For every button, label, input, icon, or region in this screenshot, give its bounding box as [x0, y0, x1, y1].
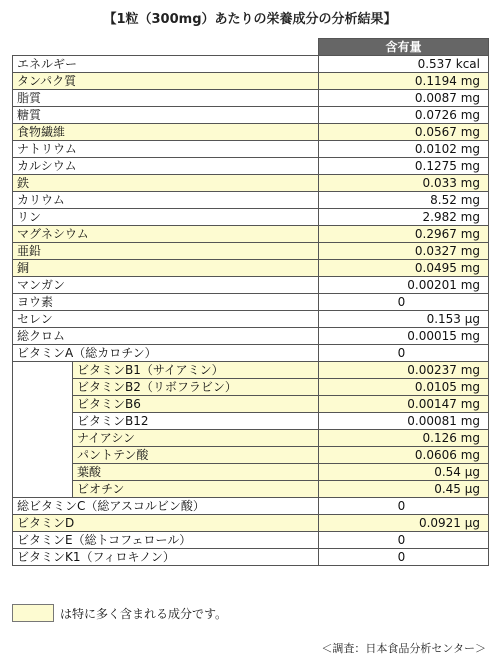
- table-row: [13, 124, 489, 141]
- nutrient-value: 0.537 kcal: [319, 56, 489, 73]
- nutrient-value: 0.1194 mg: [319, 73, 489, 90]
- table-row: [13, 345, 489, 362]
- table-row: [13, 56, 489, 73]
- nutrient-name: カルシウム: [13, 158, 319, 175]
- highlight-swatch: [12, 604, 54, 622]
- table-row: [13, 260, 489, 277]
- table-row: [13, 107, 489, 124]
- table-row: [13, 447, 489, 464]
- table-row: [13, 549, 489, 566]
- nutrient-value: 0.2967 mg: [319, 226, 489, 243]
- nutrient-value: 0.0087 mg: [319, 90, 489, 107]
- nutrient-value: 0.0102 mg: [319, 141, 489, 158]
- nutrient-name: 食物繊維: [13, 124, 319, 141]
- nutrition-table-body: [13, 56, 489, 566]
- nutrient-name: エネルギー: [13, 56, 319, 73]
- table-row: [13, 532, 489, 549]
- page-title: 【1粒（300mg）あたりの栄養成分の分析結果】: [103, 12, 397, 27]
- source-note: ＜調査：日本食品分析センター＞: [321, 642, 486, 655]
- table-row: [13, 158, 489, 175]
- nutrient-name: 葉酸: [73, 464, 319, 481]
- nutrient-value: 0.0327 mg: [319, 243, 489, 260]
- nutrient-value: 0.54 μg: [319, 464, 489, 481]
- nutrient-value: 0.0105 mg: [319, 379, 489, 396]
- nutrient-value: 0.00201 mg: [319, 277, 489, 294]
- nutrient-value: 2.982 mg: [319, 209, 489, 226]
- table-row: [13, 515, 489, 532]
- nutrient-value: 0: [319, 294, 489, 311]
- nutrient-name: タンパク質: [13, 73, 319, 90]
- nutrient-name: 鉄: [13, 175, 319, 192]
- table-row: [13, 226, 489, 243]
- nutrient-value: 0.033 mg: [319, 175, 489, 192]
- table-row: [13, 430, 489, 447]
- table-row: [13, 175, 489, 192]
- nutrient-name: ビタミンD: [13, 515, 319, 532]
- table-row: [13, 73, 489, 90]
- nutrient-name: リン: [13, 209, 319, 226]
- nutrient-value: 0: [319, 532, 489, 549]
- nutrient-value: 0.0921 μg: [319, 515, 489, 532]
- table-row: [13, 277, 489, 294]
- legend-text: は特に多く含まれる成分です。: [60, 606, 228, 621]
- nutrient-name: ナトリウム: [13, 141, 319, 158]
- nutrient-value: 0: [319, 345, 489, 362]
- table-row: [13, 413, 489, 430]
- nutrient-name: ビオチン: [73, 481, 319, 498]
- table-row: [13, 192, 489, 209]
- nutrient-name: ビタミンB12: [73, 413, 319, 430]
- nutrient-name: ビタミンA（総カロチン）: [13, 345, 319, 362]
- nutrient-name: パントテン酸: [73, 447, 319, 464]
- nutrient-name: ビタミンE（総トコフェロール）: [13, 532, 319, 549]
- nutrient-name: 脂質: [13, 90, 319, 107]
- table-row: [13, 90, 489, 107]
- legend: [12, 604, 227, 622]
- nutrient-value: 0.0495 mg: [319, 260, 489, 277]
- nutrient-name: 銅: [13, 260, 319, 277]
- nutrient-value: 0.45 μg: [319, 481, 489, 498]
- header-spacer: [13, 39, 319, 56]
- nutrient-name: 糖質: [13, 107, 319, 124]
- nutrient-value: 8.52 mg: [319, 192, 489, 209]
- nutrient-value: 0.00237 mg: [319, 362, 489, 379]
- table-row: [13, 243, 489, 260]
- table-row: [13, 362, 489, 379]
- nutrient-name: 亜鉛: [13, 243, 319, 260]
- table-row: [13, 498, 489, 515]
- table-row: [13, 311, 489, 328]
- nutrient-name: ナイアシン: [73, 430, 319, 447]
- nutrient-value: 0.00081 mg: [319, 413, 489, 430]
- nutrient-name: ヨウ素: [13, 294, 319, 311]
- nutrient-value: 0.153 μg: [319, 311, 489, 328]
- table-row: [13, 396, 489, 413]
- nutrient-value: 0.00147 mg: [319, 396, 489, 413]
- table-row: [13, 328, 489, 345]
- nutrient-value: 0.1275 mg: [319, 158, 489, 175]
- content-amount-header: 含有量: [319, 39, 489, 56]
- nutrient-name: ビタミンK1（フィロキノン）: [13, 549, 319, 566]
- nutrient-value: 0.0726 mg: [319, 107, 489, 124]
- table-row: [13, 294, 489, 311]
- table-row: [13, 141, 489, 158]
- nutrient-name: セレン: [13, 311, 319, 328]
- nutrient-name: 総ビタミンC（総アスコルビン酸）: [13, 498, 319, 515]
- nutrient-name: マグネシウム: [13, 226, 319, 243]
- nutrient-value: 0.126 mg: [319, 430, 489, 447]
- nutrient-value: 0: [319, 498, 489, 515]
- table-row: [13, 379, 489, 396]
- nutrient-name: ビタミンB6: [73, 396, 319, 413]
- nutrient-name: ビタミンB2（リボフラビン）: [73, 379, 319, 396]
- nutrient-name: ビタミンB1（サイアミン）: [73, 362, 319, 379]
- nutrient-value: 0.00015 mg: [319, 328, 489, 345]
- nutrient-value: 0: [319, 549, 489, 566]
- indent-cell: [13, 362, 73, 498]
- table-row: [13, 464, 489, 481]
- nutrient-name: 総クロム: [13, 328, 319, 345]
- nutrient-value: 0.0567 mg: [319, 124, 489, 141]
- nutrient-value: 0.0606 mg: [319, 447, 489, 464]
- nutrient-name: カリウム: [13, 192, 319, 209]
- nutrient-name: マンガン: [13, 277, 319, 294]
- nutrition-table: [12, 38, 489, 566]
- table-row: [13, 481, 489, 498]
- table-row: [13, 209, 489, 226]
